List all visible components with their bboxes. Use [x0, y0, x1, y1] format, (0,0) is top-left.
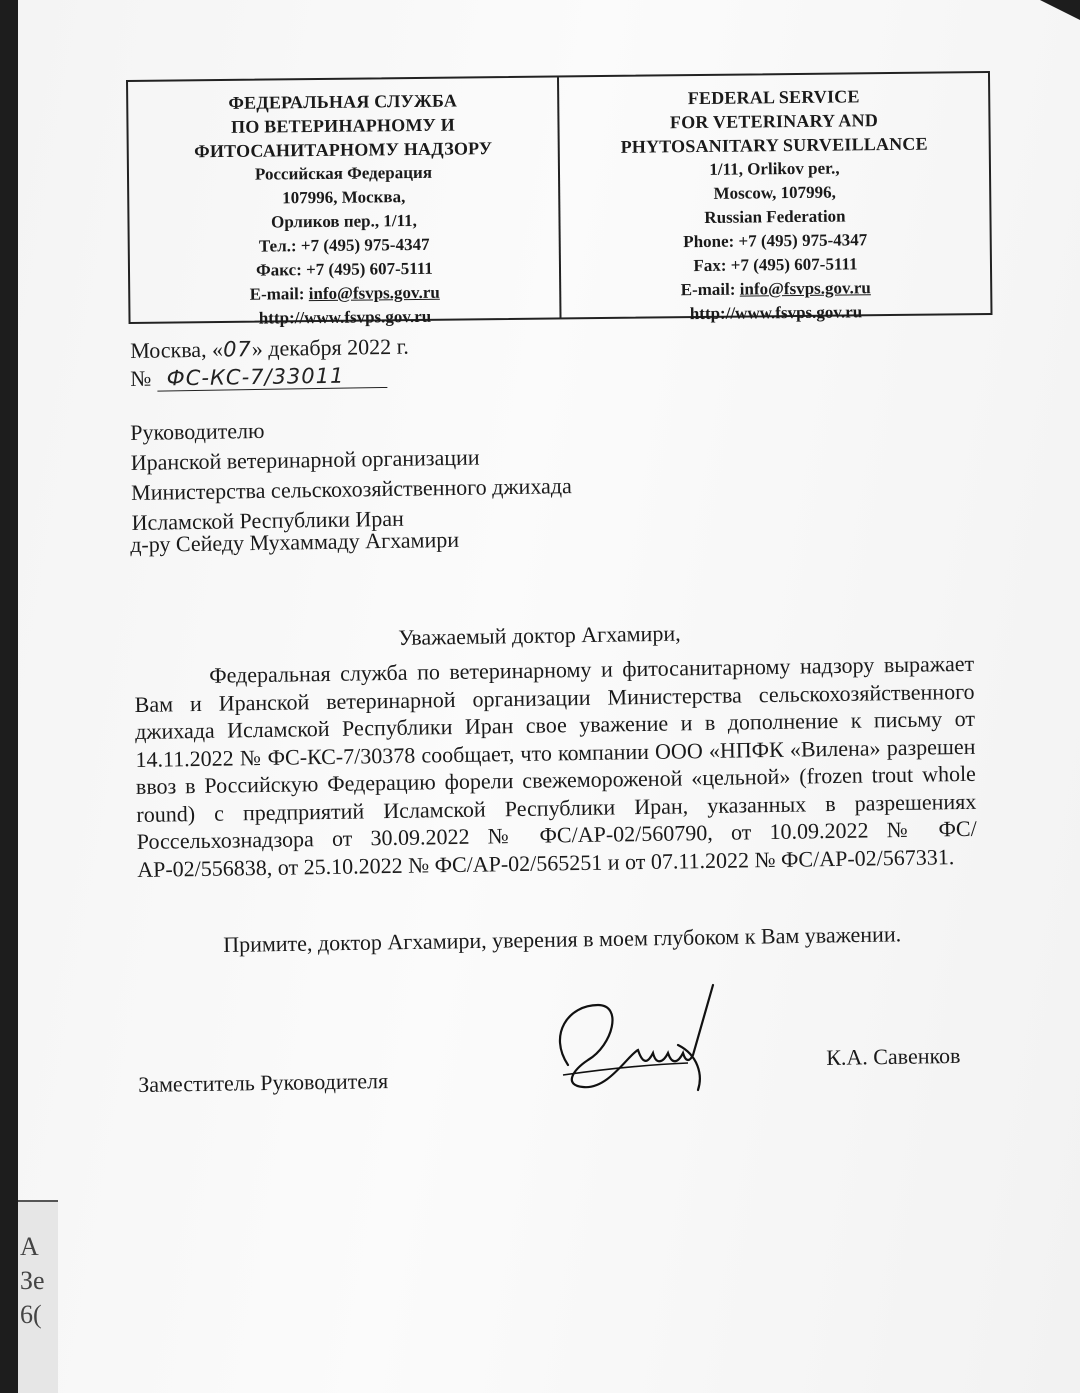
country: Российская Федерация [254, 162, 433, 184]
closing-line: Примите, доктор Агхамири, уверения в моем глубоком к Вам уважении. [223, 921, 902, 957]
org-name-line: ФИТОСАНИТАРНОМУ НАДЗОРУ [194, 138, 493, 162]
city: 107996, Москва, [282, 187, 406, 208]
underlying-sheet-edge [18, 1200, 58, 1393]
org-name-line: ПО ВЕТЕРИНАРНОМУ И [230, 114, 455, 137]
date-day-handwritten: 07 [222, 337, 253, 362]
street: Орликов пер., 1/11, [271, 210, 417, 232]
fax: Fax: +7 (495) 607-5111 [693, 254, 858, 276]
website: http://www.fsvps.gov.ru [258, 306, 432, 328]
salutation: Уважаемый доктор Агхамири, [398, 620, 681, 650]
email-link: info@fsvps.gov.ru [308, 282, 440, 304]
letterhead [126, 71, 993, 328]
recipient-line: Руководителю [130, 417, 265, 445]
recipient-name: д-ру Сейеду Мухаммаду Агхамири [130, 526, 460, 557]
body-paragraph: Федеральная служба по ветеринарному и фитосанитарному надзору выражает Вам и Иранской ветеринарной организации Министерства сельскохозяйственного джихада Исламской Республики Иран свое уважение и в дополнение к письму от 14.11.2022 № ФС-КС-7/30378 сообщает, что компании ООО «НПФК «Вилена» разрешен ввоз в Российскую Федерацию форели свежемороженой «цельной» (frozen trout whole round) с предприятий Исламской Республики Иран, указанных в разрешениях Россельхознадзора от 30.09.2022 № ФС/АР-02/560790, от 10.09.2022 № ФС/АР-02/556838, от 25.10.2022 № ФС/АР-02/565251 и от 07.11.2022 № ФС/АР-02/567331. [134, 650, 977, 882]
date-prefix: Москва, « [130, 336, 224, 363]
underlying-text: 6( [20, 1300, 42, 1329]
org-name-line: FEDERAL SERVICE [687, 86, 860, 109]
date-suffix: » декабря 2022 г. [251, 333, 409, 362]
underlying-text: A [20, 1232, 39, 1261]
recipient-line: Исламской Республики Иран [131, 505, 405, 535]
date-line [130, 334, 409, 364]
ref-number-handwritten: ФС-КС-7/33011 [157, 363, 387, 392]
recipient-block [130, 411, 572, 538]
signatory-title: Заместитель Руководителя [138, 1068, 389, 1097]
street: 1/11, Orlikov per., [709, 158, 840, 179]
org-name-line: FOR VETERINARY AND [669, 110, 879, 133]
underlying-text: Зe [20, 1266, 45, 1295]
ref-prefix: № [130, 365, 152, 391]
letterhead-english [559, 73, 990, 324]
letterhead-russian [128, 77, 561, 328]
phone: Phone: +7 (495) 975-4347 [683, 230, 868, 252]
country: Russian Federation [704, 206, 846, 227]
paper-corner [1040, 0, 1080, 20]
letter-page [18, 0, 1080, 1393]
recipient-line: Иранской ветеринарной организации [130, 444, 480, 475]
fax: Факс: +7 (495) 607-5111 [256, 258, 433, 280]
email-label: E-mail: [680, 279, 740, 300]
org-name-line: PHYTOSANITARY SURVEILLANCE [620, 133, 928, 157]
email-link: info@fsvps.gov.ru [739, 278, 871, 299]
phone: Тел.: +7 (495) 975-4347 [258, 234, 430, 256]
reference-line [130, 362, 387, 392]
recipient-line: Министерства сельскохозяйственного джихада [130, 473, 572, 505]
signatory-name: К.А. Савенков [826, 1042, 961, 1070]
city: Moscow, 107996, [713, 182, 836, 203]
handwritten-signature [528, 975, 728, 1105]
email-label: E-mail: [249, 284, 309, 304]
org-name-line: ФЕДЕРАЛЬНАЯ СЛУЖБА [228, 90, 458, 113]
website: http://www.fsvps.gov.ru [689, 302, 863, 324]
